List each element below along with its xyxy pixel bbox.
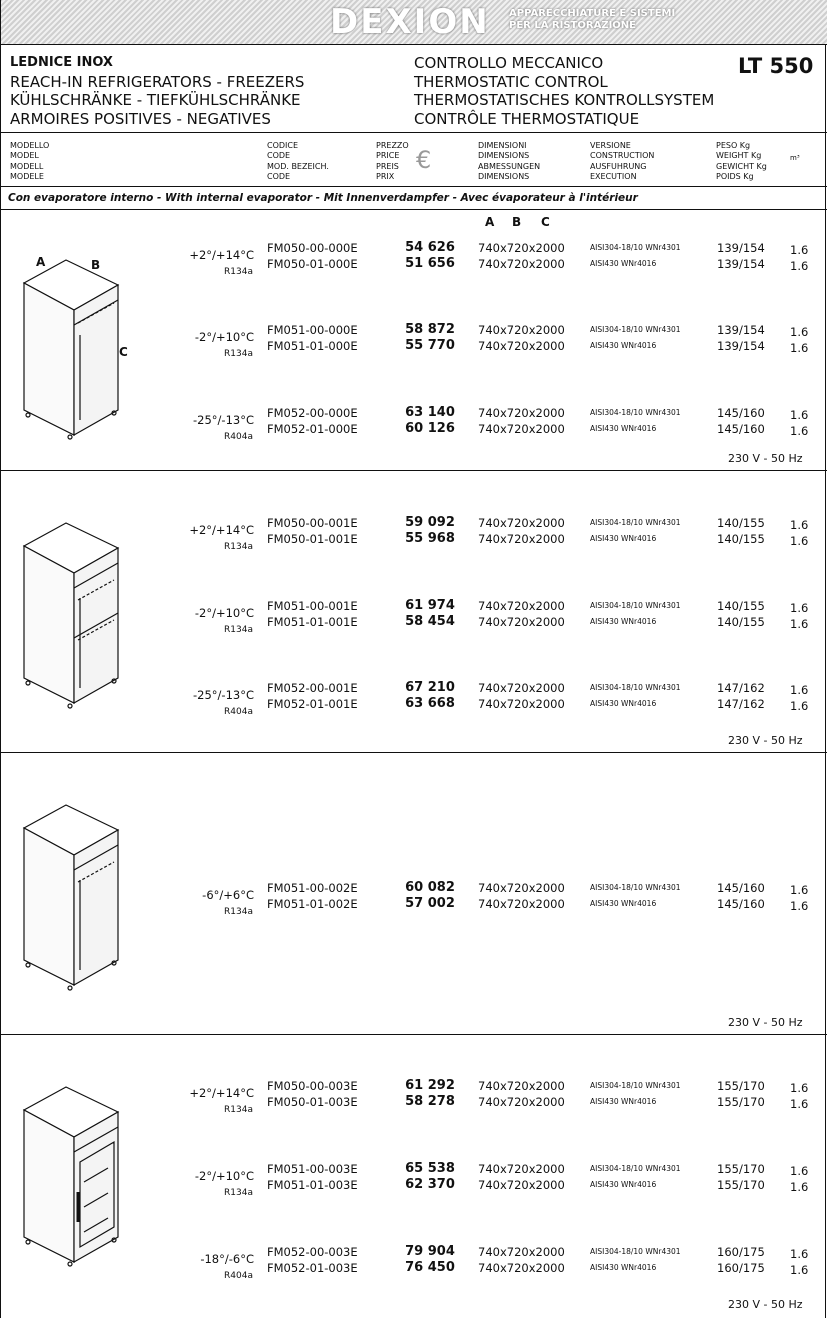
product-version: AISI430 WNr4016 — [590, 899, 657, 908]
evaporator-subtitle: Con evaporatore interno - With internal evaporator - Mit Innenverdampfer - Avec évaporateur à l'intérieur — [8, 192, 638, 204]
product-weight: 155/170 — [717, 1162, 765, 1176]
product-code: FM051-01-000E — [267, 339, 358, 353]
product-code: FM051-00-001E — [267, 599, 358, 613]
left-border — [0, 0, 1, 1318]
product-dimensions: 740x720x2000 — [478, 257, 565, 271]
product-weight: 140/155 — [717, 599, 765, 613]
product-weight: 145/160 — [717, 897, 765, 911]
product-dimensions: 740x720x2000 — [478, 1079, 565, 1093]
temperature-range: +2°/+14°C — [189, 1086, 254, 1100]
product-price: 67 210 — [405, 680, 455, 695]
product-price: 65 538 — [405, 1161, 455, 1176]
product-version: AISI430 WNr4016 — [590, 617, 657, 626]
product-price: 54 626 — [405, 240, 455, 255]
brand-tagline: APPARECCHIATURE E SISTEMI PER LA RISTORAZIONE — [509, 8, 676, 31]
product-version: AISI304-18/10 WNr4301 — [590, 243, 681, 252]
product-weight: 139/154 — [717, 241, 765, 255]
product-price: 63 140 — [405, 405, 455, 420]
header-banner — [0, 0, 827, 44]
product-volume: 1.6 — [790, 1097, 809, 1111]
product-version: AISI304-18/10 WNr4301 — [590, 683, 681, 692]
fig-label-a: A — [36, 255, 46, 269]
product-code: FM051-00-000E — [267, 323, 358, 337]
product-volume: 1.6 — [790, 325, 809, 339]
product-code: FM050-00-003E — [267, 1079, 358, 1093]
product-code: FM051-01-003E — [267, 1178, 358, 1192]
product-code: FM050-00-000E — [267, 241, 358, 255]
product-version: AISI430 WNr4016 — [590, 259, 657, 268]
product-version: AISI430 WNr4016 — [590, 341, 657, 350]
dim-label-a: A — [485, 215, 495, 229]
product-dimensions: 740x720x2000 — [478, 516, 565, 530]
refrigerant-gas: R134a — [224, 267, 253, 277]
product-version: AISI430 WNr4016 — [590, 1180, 657, 1189]
product-price: 60 126 — [405, 421, 455, 436]
product-volume: 1.6 — [790, 518, 809, 532]
product-volume: 1.6 — [790, 883, 809, 897]
header-m3: m³ — [790, 154, 800, 162]
product-code: FM052-01-000E — [267, 422, 358, 436]
refrigerant-gas: R404a — [224, 707, 253, 717]
series-label: LT 550 — [738, 54, 814, 78]
product-volume: 1.6 — [790, 683, 809, 697]
product-dimensions: 740x720x2000 — [478, 615, 565, 629]
right-border — [825, 44, 826, 1318]
fridge-freezer-illustration — [18, 800, 128, 995]
product-dimensions: 740x720x2000 — [478, 599, 565, 613]
product-version: AISI304-18/10 WNr4301 — [590, 518, 681, 527]
temperature-range: -25°/-13°C — [193, 413, 254, 427]
temperature-range: -18°/-6°C — [200, 1252, 254, 1266]
product-version: AISI304-18/10 WNr4301 — [590, 1164, 681, 1173]
product-dimensions: 740x720x2000 — [478, 1095, 565, 1109]
product-dimensions: 740x720x2000 — [478, 681, 565, 695]
voltage-label: 230 V - 50 Hz — [728, 1298, 803, 1311]
product-code: FM052-00-000E — [267, 406, 358, 420]
product-dimensions: 740x720x2000 — [478, 897, 565, 911]
product-code: FM050-00-001E — [267, 516, 358, 530]
product-weight: 139/154 — [717, 257, 765, 271]
product-version: AISI304-18/10 WNr4301 — [590, 883, 681, 892]
dim-label-c: C — [541, 215, 550, 229]
product-price: 55 968 — [405, 531, 455, 546]
product-code: FM051-01-001E — [267, 615, 358, 629]
voltage-label: 230 V - 50 Hz — [728, 734, 803, 747]
product-volume: 1.6 — [790, 1247, 809, 1261]
fridge-glass-door-illustration — [18, 1082, 128, 1272]
product-version: AISI430 WNr4016 — [590, 1263, 657, 1272]
product-price: 76 450 — [405, 1260, 455, 1275]
temperature-range: +2°/+14°C — [189, 248, 254, 262]
temperature-range: -6°/+6°C — [202, 888, 254, 902]
product-version: AISI304-18/10 WNr4301 — [590, 601, 681, 610]
product-volume: 1.6 — [790, 243, 809, 257]
product-volume: 1.6 — [790, 601, 809, 615]
product-version: AISI430 WNr4016 — [590, 424, 657, 433]
divider — [0, 44, 827, 45]
brand-logo: DEXION — [330, 2, 490, 42]
product-dimensions: 740x720x2000 — [478, 1245, 565, 1259]
product-volume: 1.6 — [790, 617, 809, 631]
product-dimensions: 740x720x2000 — [478, 1178, 565, 1192]
product-dimensions: 740x720x2000 — [478, 1261, 565, 1275]
product-volume: 1.6 — [790, 259, 809, 273]
product-price: 79 904 — [405, 1244, 455, 1259]
product-price: 51 656 — [405, 256, 455, 271]
header-price: PREZZO PRICE PREIS PRIX — [376, 141, 409, 181]
product-volume: 1.6 — [790, 1164, 809, 1178]
product-price: 62 370 — [405, 1177, 455, 1192]
product-price: 58 872 — [405, 322, 455, 337]
product-weight: 147/162 — [717, 681, 765, 695]
product-code: FM051-01-002E — [267, 897, 358, 911]
product-volume: 1.6 — [790, 424, 809, 438]
product-weight: 145/160 — [717, 422, 765, 436]
refrigerant-gas: R134a — [224, 1188, 253, 1198]
refrigerant-gas: R134a — [224, 542, 253, 552]
product-price: 61 974 — [405, 598, 455, 613]
fridge-two-door-illustration — [18, 518, 128, 713]
product-code: FM052-00-001E — [267, 681, 358, 695]
product-dimensions: 740x720x2000 — [478, 881, 565, 895]
product-version: AISI430 WNr4016 — [590, 699, 657, 708]
product-volume: 1.6 — [790, 1180, 809, 1194]
dim-label-b: B — [512, 215, 522, 229]
product-price: 61 292 — [405, 1078, 455, 1093]
divider — [0, 186, 827, 187]
product-weight: 140/155 — [717, 532, 765, 546]
product-weight: 145/160 — [717, 406, 765, 420]
header-weight: PESO Kg WEIGHT Kg GEWICHT Kg POIDS Kg — [716, 141, 767, 181]
fig-label-c: C — [119, 345, 128, 359]
product-version: AISI304-18/10 WNr4301 — [590, 1247, 681, 1256]
product-code: FM050-01-000E — [267, 257, 358, 271]
section-divider — [0, 1034, 827, 1035]
header-model: MODELLO MODEL MODELL MODELE — [10, 141, 50, 181]
product-dimensions: 740x720x2000 — [478, 339, 565, 353]
product-weight: 155/170 — [717, 1178, 765, 1192]
product-version: AISI304-18/10 WNr4301 — [590, 408, 681, 417]
product-weight: 155/170 — [717, 1095, 765, 1109]
product-price: 59 092 — [405, 515, 455, 530]
fridge-solid-door-illustration — [18, 255, 128, 445]
product-dimensions: 740x720x2000 — [478, 241, 565, 255]
refrigerant-gas: R404a — [224, 1271, 253, 1281]
product-volume: 1.6 — [790, 408, 809, 422]
product-volume: 1.6 — [790, 1081, 809, 1095]
product-code: FM050-01-003E — [267, 1095, 358, 1109]
product-dimensions: 740x720x2000 — [478, 697, 565, 711]
product-code: FM052-01-003E — [267, 1261, 358, 1275]
refrigerant-gas: R404a — [224, 432, 253, 442]
product-weight: 147/162 — [717, 697, 765, 711]
product-weight: 140/155 — [717, 615, 765, 629]
refrigerant-gas: R134a — [224, 625, 253, 635]
product-price: 63 668 — [405, 696, 455, 711]
product-volume: 1.6 — [790, 699, 809, 713]
voltage-label: 230 V - 50 Hz — [728, 452, 803, 465]
title-block-left: LEDNICE INOX REACH-IN REFRIGERATORS - FREEZERS KÜHLSCHRÄNKE - TIEFKÜHLSCHRÄNKE ARMOIRES POSITIVES - NEGATIVES — [10, 55, 305, 128]
fig-label-b: B — [91, 258, 101, 272]
divider — [0, 209, 827, 210]
temperature-range: -2°/+10°C — [194, 1169, 254, 1183]
product-code: FM050-01-001E — [267, 532, 358, 546]
product-version: AISI430 WNr4016 — [590, 1097, 657, 1106]
temperature-range: -25°/-13°C — [193, 688, 254, 702]
product-version: AISI304-18/10 WNr4301 — [590, 1081, 681, 1090]
product-weight: 160/175 — [717, 1261, 765, 1275]
product-weight: 139/154 — [717, 323, 765, 337]
product-dimensions: 740x720x2000 — [478, 406, 565, 420]
product-price: 58 454 — [405, 614, 455, 629]
product-volume: 1.6 — [790, 1263, 809, 1277]
header-code: CODICE CODE MOD. BEZEICH. CODE — [267, 141, 329, 181]
product-version: AISI430 WNr4016 — [590, 534, 657, 543]
title-block-middle: CONTROLLO MECCANICO THERMOSTATIC CONTROL THERMOSTATISCHES KONTROLLSYSTEM CONTRÔLE THERMOSTATIQUE — [414, 54, 715, 128]
product-price: 58 278 — [405, 1094, 455, 1109]
product-code: FM051-00-003E — [267, 1162, 358, 1176]
product-volume: 1.6 — [790, 341, 809, 355]
product-weight: 155/170 — [717, 1079, 765, 1093]
product-dimensions: 740x720x2000 — [478, 1162, 565, 1176]
product-price: 55 770 — [405, 338, 455, 353]
voltage-label: 230 V - 50 Hz — [728, 1016, 803, 1029]
product-price: 57 002 — [405, 896, 455, 911]
product-code: FM051-00-002E — [267, 881, 358, 895]
euro-icon: € — [416, 146, 432, 174]
product-code: FM052-00-003E — [267, 1245, 358, 1259]
temperature-range: -2°/+10°C — [194, 330, 254, 344]
product-version: AISI304-18/10 WNr4301 — [590, 325, 681, 334]
refrigerant-gas: R134a — [224, 907, 253, 917]
header-dimensions: DIMENSIONI DIMENSIONS ABMESSUNGEN DIMENSIONS — [478, 141, 541, 181]
temperature-range: +2°/+14°C — [189, 523, 254, 537]
temperature-range: -2°/+10°C — [194, 606, 254, 620]
product-weight: 145/160 — [717, 881, 765, 895]
refrigerant-gas: R134a — [224, 1105, 253, 1115]
product-volume: 1.6 — [790, 899, 809, 913]
section-divider — [0, 470, 827, 471]
product-price: 60 082 — [405, 880, 455, 895]
product-weight: 139/154 — [717, 339, 765, 353]
product-weight: 140/155 — [717, 516, 765, 530]
refrigerant-gas: R134a — [224, 349, 253, 359]
divider — [0, 132, 827, 133]
product-dimensions: 740x720x2000 — [478, 422, 565, 436]
product-weight: 160/175 — [717, 1245, 765, 1259]
product-dimensions: 740x720x2000 — [478, 323, 565, 337]
product-code: FM052-01-001E — [267, 697, 358, 711]
header-version: VERSIONE CONSTRUCTION AUSFUHRUNG EXECUTION — [590, 141, 655, 181]
product-volume: 1.6 — [790, 534, 809, 548]
section-divider — [0, 752, 827, 753]
product-dimensions: 740x720x2000 — [478, 532, 565, 546]
